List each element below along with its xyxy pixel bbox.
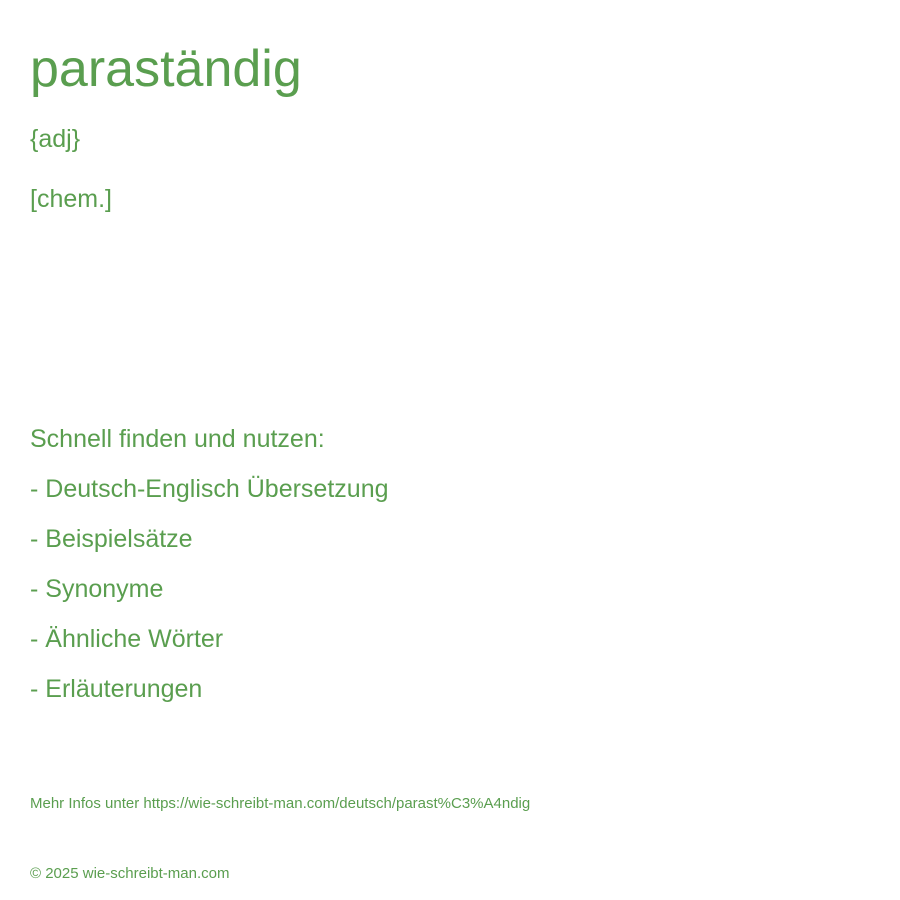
copyright-notice: © 2025 wie-schreibt-man.com: [30, 865, 230, 882]
subject-domain: [chem.]: [30, 185, 112, 213]
feature-item-example-sentences: - Beispielsätze: [30, 525, 193, 553]
feature-list: [30, 474, 389, 724]
headword: paraständig: [30, 40, 302, 98]
feature-item-synonyms: - Synonyme: [30, 575, 164, 603]
feature-item-translation: - Deutsch-Englisch Übersetzung: [30, 475, 389, 503]
part-of-speech: {adj}: [30, 125, 81, 153]
more-info-text: Mehr Infos unter https://wie-schreibt-man.com/deutsch/parast%C3%A4ndig: [30, 795, 531, 812]
features-title: Schnell finden und nutzen:: [30, 425, 325, 453]
feature-item-explanations: - Erläuterungen: [30, 675, 203, 703]
feature-item-similar-words: - Ähnliche Wörter: [30, 625, 224, 653]
